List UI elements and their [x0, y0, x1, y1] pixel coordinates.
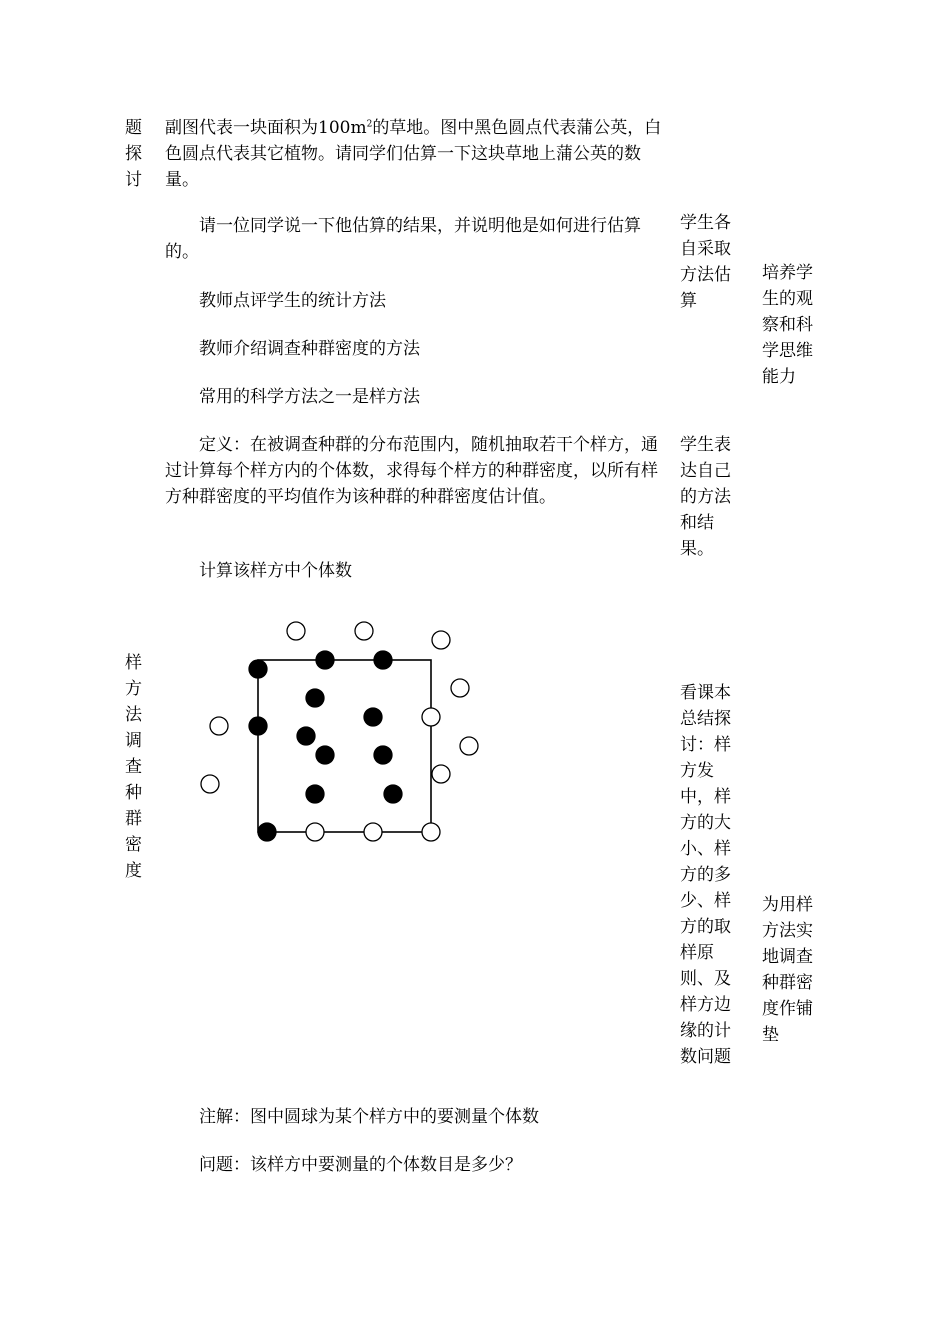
paragraph-teacher-review: 教师点评学生的统计方法	[199, 291, 386, 311]
other-plant-dot	[422, 708, 440, 726]
design-intent-observation: 培养学生的观察和科学思维能力	[762, 263, 813, 387]
dandelion-dot	[249, 717, 267, 735]
dandelion-dot	[249, 660, 267, 678]
dandelion-dot	[306, 689, 324, 707]
dandelion-dot	[364, 708, 382, 726]
other-plant-dot	[306, 823, 324, 841]
dandelion-dot	[306, 785, 324, 803]
paragraph-count-task: 计算该样方中个体数	[199, 561, 352, 581]
other-plant-dot	[432, 631, 450, 649]
other-plant-dot	[287, 622, 305, 640]
diagram-question: 问题：该样方中要测量的个体数目是多少？	[199, 1155, 522, 1175]
other-plant-dot	[364, 823, 382, 841]
paragraph-intro: 副图代表一块面积为$100m^2$的草地。图中黑色圆点代表蒲公英，白色圆点代表其它植物。请同学们估算一下这块草地上蒲公英的数量。	[165, 118, 662, 190]
dandelion-dot	[297, 727, 315, 745]
paragraph-teacher-intro: 教师介绍调查种群密度的方法	[199, 339, 420, 359]
design-intent-groundwork: 为用样方法实地调查种群密度作铺垫	[762, 895, 813, 1045]
other-plant-dot	[355, 622, 373, 640]
other-plant-dot	[201, 775, 219, 793]
section-heading-quadrat-method: 样方法调查种群密度	[125, 653, 142, 881]
other-plant-dot	[460, 737, 478, 755]
paragraph-student-estimate: 请一位同学说一下他估算的结果，并说明他是如何进行估算的。	[165, 216, 641, 262]
dandelion-dot	[374, 651, 392, 669]
quadrat-boundary	[258, 660, 431, 832]
student-activity-estimate: 学生各自采取方法估算	[680, 213, 731, 311]
other-plant-dot	[422, 823, 440, 841]
paragraph-common-method: 常用的科学方法之一是样方法	[199, 387, 420, 407]
quadrat-diagram	[190, 610, 500, 860]
dandelion-dot	[374, 746, 392, 764]
dandelion-dot	[258, 823, 276, 841]
section-heading-topic-discussion: 题探讨	[125, 118, 142, 190]
student-activity-express: 学生表达自己的方法和结果。	[680, 435, 731, 559]
other-plant-dot	[432, 765, 450, 783]
dandelion-dot	[316, 651, 334, 669]
dandelion-dot	[316, 746, 334, 764]
paragraph-definition: 定义：在被调查种群的分布范围内，随机抽取若干个样方，通过计算每个样方内的个体数，求得每个样方的种群密度，以所有样方种群密度的平均值作为该种群的种群密度估计值。	[165, 435, 658, 507]
other-plant-dot	[210, 717, 228, 735]
other-plant-dot	[451, 679, 469, 697]
diagram-note: 注解：图中圆球为某个样方中的要测量个体数	[199, 1107, 539, 1127]
student-activity-summary: 看课本总结探讨：样方发中，样方的大小、样方的多少、样方的取样原则、及样方边缘的计数问题	[680, 683, 731, 1067]
dandelion-dot	[384, 785, 402, 803]
